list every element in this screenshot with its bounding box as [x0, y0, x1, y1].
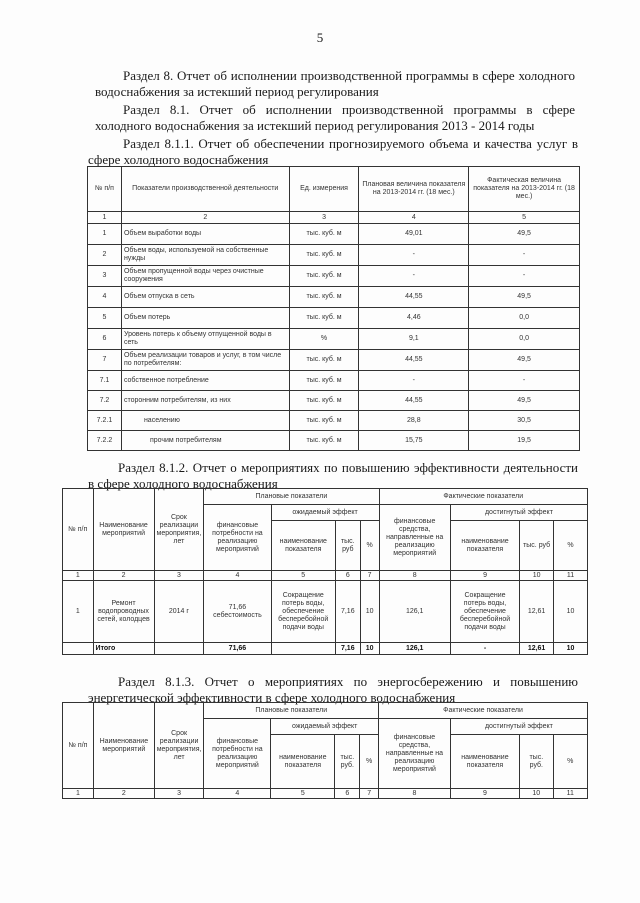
indicator-name: Объем пропущенной воды через очистные сооружения [121, 266, 289, 287]
header-name: Наименование мероприятий [93, 489, 154, 571]
index-cell: 5 [271, 571, 335, 581]
plan-value: - [359, 266, 469, 287]
header-effect-fact: достигнутый эффект [450, 505, 587, 521]
rub-plan-value: 7,16 [335, 581, 360, 643]
table-row [88, 287, 580, 308]
unit-cell: тыс. куб. м [289, 224, 359, 245]
index-cell: 11 [553, 789, 587, 799]
plan-value: - [359, 371, 469, 391]
total-pct-fact: 10 [554, 643, 588, 655]
index-cell: 4 [204, 571, 271, 581]
indicator-name: Объем выработки воды [121, 224, 289, 245]
total-indicator-fact: - [450, 643, 519, 655]
unit-cell: % [289, 329, 359, 350]
table-row [88, 391, 580, 411]
plan-value: 44,55 [359, 350, 469, 371]
index-cell: 5 [469, 212, 580, 224]
header-effect-fact: достигнутый эффект [450, 719, 587, 735]
efficiency-measures-table [62, 488, 588, 655]
index-cell: 9 [450, 571, 519, 581]
table-row [88, 431, 580, 451]
row-number: 3 [88, 266, 122, 287]
indicator-name: Уровень потерь к объему отпущенной воды в сеть [121, 329, 289, 350]
total-fin-plan: 71,66 [204, 643, 271, 655]
fact-value: 49,5 [469, 391, 580, 411]
row-number: 2 [88, 245, 122, 266]
pct-fact-value: 10 [554, 581, 588, 643]
index-cell: 2 [93, 571, 154, 581]
section-8-1-3-title: Раздел 8.1.3. Отчет о мероприятиях по энергосбережению и повышению энергетической эффективности в сфере холодного водоснабжения [88, 674, 578, 705]
plan-value: 15,75 [359, 431, 469, 451]
indicator-name: сторонним потребителям, из них [121, 391, 289, 411]
section-8-1-title: Раздел 8.1. Отчет об исполнении производственной программы в сфере холодного водоснабжения за истекший период регулирования 2013 - 2014 годы [95, 102, 575, 133]
header-effect-plan: ожидаемый эффект [271, 505, 379, 521]
header-fin-plan: финансовые потребности на реализацию мероприятий [204, 719, 271, 789]
index-cell: 2 [121, 212, 289, 224]
header-pct: % [553, 735, 587, 789]
index-cell: 1 [63, 789, 94, 799]
index-cell: 10 [520, 789, 554, 799]
table-header-row [88, 167, 580, 212]
header-cell: Показатели производственной деятельности [121, 167, 289, 212]
table-index-row [63, 571, 588, 581]
index-cell: 4 [359, 212, 469, 224]
energy-saving-table [62, 702, 588, 799]
indicator-name: прочим потребителям [121, 431, 289, 451]
plan-value: 44,55 [359, 287, 469, 308]
table-row [88, 245, 580, 266]
unit-cell: тыс. куб. м [289, 371, 359, 391]
index-cell: 8 [379, 789, 451, 799]
table-row [88, 371, 580, 391]
table-row [88, 329, 580, 350]
index-cell: 3 [154, 571, 204, 581]
table-header-row [63, 489, 588, 505]
indicator-name: Объем отпуска в сеть [121, 287, 289, 308]
table-row [88, 411, 580, 431]
page-number: 5 [316, 30, 324, 45]
indicator-fact: Сокращение потерь воды, обеспечение бесперебойной подачи воды [450, 581, 519, 643]
plan-value: 44,55 [359, 391, 469, 411]
header-indicator: наименование показателя [271, 735, 335, 789]
pct-plan-value: 10 [360, 581, 379, 643]
table-row [88, 308, 580, 329]
unit-cell: тыс. куб. м [289, 350, 359, 371]
unit-cell: тыс. куб. м [289, 391, 359, 411]
index-cell: 10 [520, 571, 554, 581]
unit-cell: тыс. куб. м [289, 431, 359, 451]
total-rub-fact: 12,61 [520, 643, 554, 655]
header-fact: Фактические показатели [379, 489, 587, 505]
measure-name: Ремонт водопроводных сетей, колодцев [93, 581, 154, 643]
index-cell: 6 [335, 789, 360, 799]
table-header-row [63, 703, 588, 719]
unit-cell: тыс. куб. м [289, 411, 359, 431]
header-pct: % [360, 521, 379, 571]
fact-value: 30,5 [469, 411, 580, 431]
index-cell: 3 [154, 789, 204, 799]
header-number: № п/п [63, 489, 94, 571]
row-number: 1 [88, 224, 122, 245]
plan-value: 9,1 [359, 329, 469, 350]
indicator-plan: Сокращение потерь воды, обеспечение бесперебойной подачи воды [271, 581, 335, 643]
header-cell: Ед. измерения [289, 167, 359, 212]
plan-value: 4,46 [359, 308, 469, 329]
header-pct: % [360, 735, 379, 789]
row-number: 1 [63, 581, 94, 643]
plan-value: 49,01 [359, 224, 469, 245]
row-number: 7.2.2 [88, 431, 122, 451]
header-number: № п/п [63, 703, 94, 789]
fact-value: - [469, 245, 580, 266]
index-cell: 11 [554, 571, 588, 581]
total-rub-plan: 7,16 [335, 643, 360, 655]
rub-fact-value: 12,61 [520, 581, 554, 643]
fact-value: 0,0 [469, 308, 580, 329]
total-row [63, 643, 588, 655]
table-row [88, 350, 580, 371]
header-fin-plan: финансовые потребности на реализацию мероприятий [204, 505, 271, 571]
index-cell: 6 [335, 571, 360, 581]
total-label: Итого [93, 643, 154, 655]
indicator-name: Объем потерь [121, 308, 289, 329]
unit-cell: тыс. куб. м [289, 266, 359, 287]
index-cell: 2 [93, 789, 154, 799]
section-8-1-2-title: Раздел 8.1.2. Отчет о мероприятиях по повышению эффективности деятельности в сфере холодного водоснабжения [88, 460, 578, 491]
index-cell: 3 [289, 212, 359, 224]
row-number: 4 [88, 287, 122, 308]
indicator-name: Объем воды, используемой на собственные нужды [121, 245, 289, 266]
header-indicator: наименование показателя [450, 521, 519, 571]
header-rub: тыс. руб. [335, 735, 360, 789]
section-8-title: Раздел 8. Отчет об исполнении производственной программы в сфере холодного водоснабжения за истекший период регулирования [95, 68, 575, 99]
header-name: Наименование мероприятий [93, 703, 154, 789]
index-cell: 4 [204, 789, 271, 799]
fact-value: 49,5 [469, 224, 580, 245]
row-number: 7.1 [88, 371, 122, 391]
row-number: 7.2 [88, 391, 122, 411]
plan-value: - [359, 245, 469, 266]
fact-value: - [469, 371, 580, 391]
row-number: 6 [88, 329, 122, 350]
header-cell: Фактическая величина показателя на 2013-2014 гг. (18 мес.) [469, 167, 580, 212]
fact-value: 0,0 [469, 329, 580, 350]
header-cell: Плановая величина показателя на 2013-2014 гг. (18 мес.) [359, 167, 469, 212]
header-cell: № п/п [88, 167, 122, 212]
table-row [63, 581, 588, 643]
fact-value: 49,5 [469, 350, 580, 371]
table-row [88, 266, 580, 287]
header-rub: тыс. руб [335, 521, 360, 571]
header-indicator: наименование показателя [271, 521, 335, 571]
header-rub: тыс. руб [520, 521, 554, 571]
row-number: 7 [88, 350, 122, 371]
index-cell: 9 [450, 789, 519, 799]
row-number: 7.2.1 [88, 411, 122, 431]
measure-term: 2014 г [154, 581, 204, 643]
fact-value: 19,5 [469, 431, 580, 451]
table-index-row [63, 789, 588, 799]
row-number: 5 [88, 308, 122, 329]
unit-cell: тыс. куб. м [289, 308, 359, 329]
table-index-row [88, 212, 580, 224]
fin-fact-value: 126,1 [379, 581, 450, 643]
plan-value: 28,8 [359, 411, 469, 431]
unit-cell: тыс. куб. м [289, 245, 359, 266]
index-cell: 1 [88, 212, 122, 224]
fact-value: - [469, 266, 580, 287]
indicator-name: населению [121, 411, 289, 431]
header-fin-fact: финансовые средства, направленные на реализацию мероприятий [379, 505, 450, 571]
header-rub: тыс. руб. [520, 735, 554, 789]
header-effect-plan: ожидаемый эффект [271, 719, 379, 735]
unit-cell: тыс. куб. м [289, 287, 359, 308]
header-term: Срок реализации мероприятия, лет [154, 703, 204, 789]
index-cell: 5 [271, 789, 335, 799]
section-8-1-1-title: Раздел 8.1.1. Отчет об обеспечении прогнозируемого объема и качества услуг в сфере холодного водоснабжения [88, 136, 578, 167]
header-indicator: наименование показателя [450, 735, 519, 789]
index-cell: 8 [379, 571, 450, 581]
header-term: Срок реализации мероприятия, лет [154, 489, 204, 571]
header-fact: Фактические показатели [379, 703, 588, 719]
header-pct: % [554, 521, 588, 571]
indicator-name: собственное потребление [121, 371, 289, 391]
fin-plan-value: 71,66 себестоимость [204, 581, 271, 643]
table-row [88, 224, 580, 245]
total-pct-plan: 10 [360, 643, 379, 655]
production-table [87, 166, 580, 451]
header-plan: Плановые показатели [204, 703, 379, 719]
index-cell: 7 [360, 571, 379, 581]
index-cell: 1 [63, 571, 94, 581]
index-cell: 7 [360, 789, 379, 799]
header-fin-fact: финансовые средства, направленные на реализацию мероприятий [379, 719, 451, 789]
fact-value: 49,5 [469, 287, 580, 308]
total-fin-fact: 126,1 [379, 643, 450, 655]
header-plan: Плановые показатели [204, 489, 379, 505]
indicator-name: Объем реализации товаров и услуг, в том числе по потребителям: [121, 350, 289, 371]
